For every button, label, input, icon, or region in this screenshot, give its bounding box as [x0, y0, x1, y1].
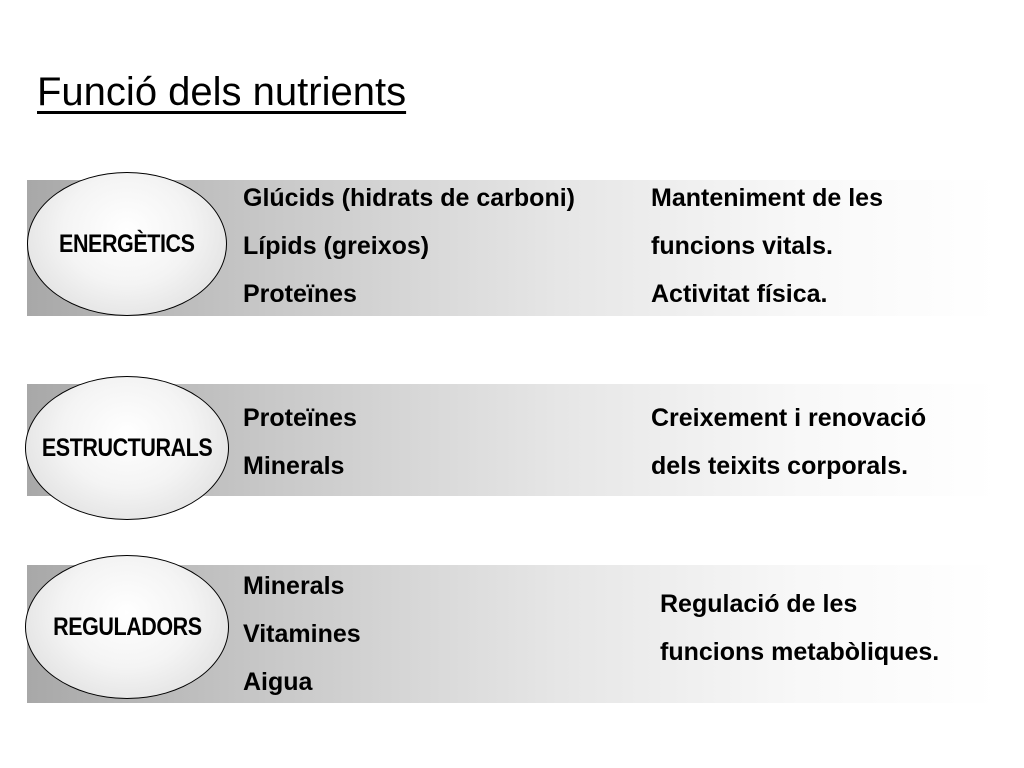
energetics-nutrients [243, 174, 575, 318]
regulators-oval [25, 555, 229, 699]
function-line: Regulació de les [660, 590, 858, 618]
structural-label: ESTRUCTURALS [41, 433, 213, 462]
function-line: Creixement i renovació [651, 404, 927, 432]
structural-nutrients [243, 394, 357, 490]
energetics-label: ENERGÈTICS [59, 229, 195, 258]
nutrient-item: Minerals [243, 452, 345, 480]
nutrient-item: Proteïnes [243, 280, 357, 308]
structural-functions [651, 394, 926, 490]
structural-oval [25, 376, 229, 520]
nutrient-item: Aigua [243, 668, 313, 696]
function-line: dels teixits corporals. [651, 452, 909, 480]
energetics-oval [27, 172, 227, 316]
nutrient-item: Vitamines [243, 620, 361, 648]
nutrient-item: Lípids (greixos) [243, 232, 430, 260]
regulators-functions [660, 580, 939, 676]
function-line: funcions metabòliques. [660, 638, 940, 666]
energetics-functions [651, 174, 883, 318]
regulators-nutrients [243, 562, 361, 706]
page-title: Funció dels nutrients [37, 70, 407, 114]
nutrient-item: Glúcids (hidrats de carboni) [243, 184, 575, 212]
regulators-label: REGULADORS [52, 612, 202, 641]
function-line: Manteniment de les [651, 184, 883, 212]
nutrient-item: Minerals [243, 572, 345, 600]
function-line: funcions vitals. [651, 232, 833, 260]
function-line: Activitat física. [651, 280, 828, 308]
nutrient-item: Proteïnes [243, 404, 357, 432]
